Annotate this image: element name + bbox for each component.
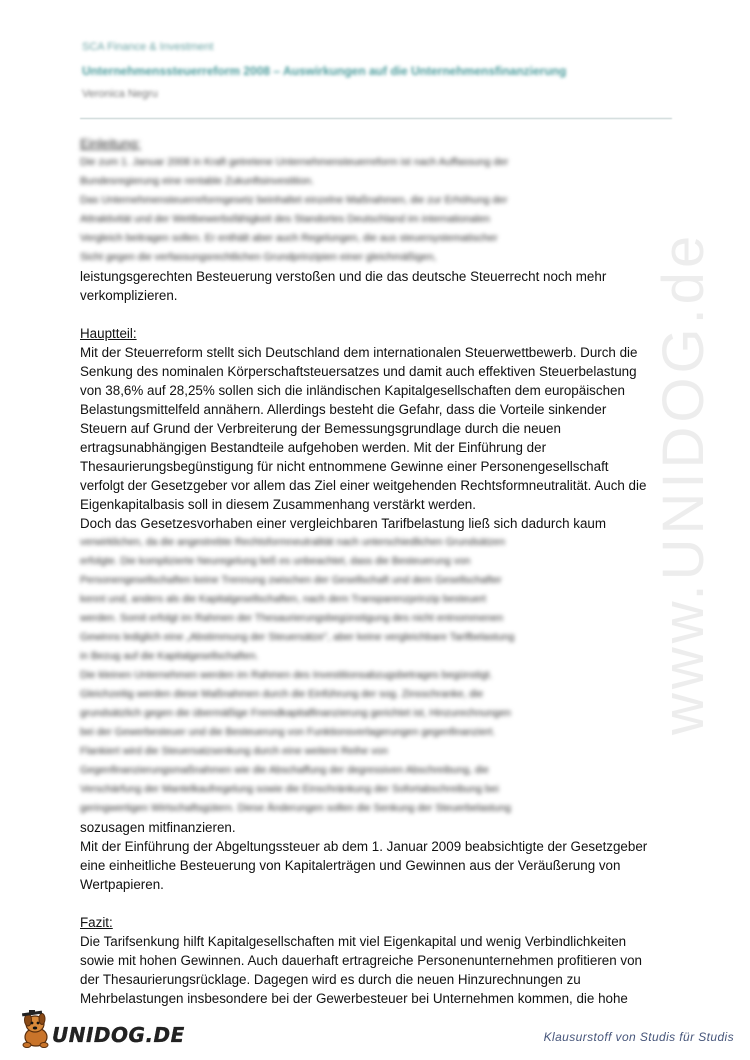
section-heading-hauptteil: Hauptteil: [80, 326, 137, 341]
unidog-logo[interactable] [18, 1010, 185, 1052]
paragraph-line: sozusagen mitfinanzieren. [80, 820, 236, 835]
paragraph-line: erfolgte. Die komplizierte Neuregelung ließ es unbeachtet, dass die Besteuerung von [80, 556, 471, 567]
paragraph-line: Verschärfung der Mantelkaufregelung sowie die Einschränkung der Sofortabschreibung bei [80, 784, 499, 795]
section-heading-einleitung: Einleitung: [80, 136, 141, 151]
document-header [82, 40, 672, 102]
header-divider [80, 118, 672, 119]
paragraph-line: Sicht gegen die verfassungsrechtlichen Grundprinzipien einer gleichmäßigen, [80, 252, 437, 263]
paragraph-line: Belastungsmittelfeld annähern. Allerdings besteht die Gefahr, dass die Vorteile sinkender [80, 402, 607, 417]
header-author: Veronica Negru [82, 88, 158, 100]
paragraph-line: Eigenkapitalbasis soll in diesem Zusammenhang verstärkt werden. [80, 497, 476, 512]
footer-tagline: Klausurstoff von Studis für Studis [543, 1030, 734, 1044]
dog-icon [18, 1010, 56, 1050]
paragraph-line: verkomplizieren. [80, 288, 178, 303]
paragraph-line: leistungsgerechten Besteuerung verstoßen und die das deutsche Steuerrecht noch mehr [80, 269, 607, 284]
paragraph-line: kennt und, anders als die Kapitalgesellschaften, nach dem Transparenzprinzip besteuert [80, 594, 487, 605]
paragraph-line: sowie mit hohen Gewinnen. Auch dauerhaft ertragreiche Personenunternehmen profitieren von [80, 953, 643, 968]
paragraph-line: eine einheitliche Besteuerung von Kapitalerträgen und Gewinnen aus der Veräußerung von [80, 858, 621, 873]
paragraph-line: geringwertigen Wirtschaftsgütern. Diese Änderungen sollen die Senkung der Steuerbelastung [80, 803, 511, 814]
paragraph-line: Mit der Steuerreform stellt sich Deutschland dem internationalen Steuerwettbewerb. Durch die [80, 345, 638, 360]
paragraph-line: verwirklichen, da die angestrebte Rechtsformneutralität nach unterschiedlichen Grundsätzen [80, 537, 506, 548]
section-einleitung [80, 134, 680, 305]
paragraph-line: Doch das Gesetzesvorhaben einer vergleichbaren Tarifbelastung ließ sich dadurch kaum [80, 516, 606, 531]
section-spacer [80, 305, 680, 324]
logo-text: UNIDOG.DE [52, 1023, 185, 1047]
paragraph-line: Wertpapieren. [80, 877, 164, 892]
paragraph-line: Mehrbelastungen insbesondere bei der Gewerbesteuer bei Unternehmen kommen, die hohe [80, 991, 628, 1006]
paragraph-line: verfolgt der Gesetzgeber vor allem das Ziel einer weitgehenden Rechtsformneutralität. Auch die [80, 478, 647, 493]
paragraph-line: bei der Gewerbesteuer und die Besteuerung von Funktionsverlagerungen gegenfinanziert. [80, 727, 496, 738]
paragraph-line: in Bezug auf die Kapitalgesellschaften. [80, 651, 259, 662]
paragraph-line: Die zum 1. Januar 2008 in Kraft getretene Unternehmensteuerreform ist nach Auffassung der [80, 157, 509, 168]
paragraph-line: grundsätzlich gegen die übermäßige Fremdkapitalfinanzierung gerichtet ist, Hinzurechnungen [80, 708, 511, 719]
paragraph-line: Senkung des nominalen Körperschaftsteuersatzes und damit auch effektiven Steuerbelastung [80, 364, 637, 379]
paragraph-line: Die kleinen Unternehmen werden im Rahmen des Investitionsabzugsbetrages begünstigt. [80, 670, 493, 681]
header-organization: SCA Finance & Investment [82, 41, 214, 53]
section-spacer [80, 894, 680, 913]
watermark-text: www.UNIDOG.de [651, 231, 716, 735]
paragraph-line: Gewinns lediglich eine „Abstimmung der Steuersätze", aber keine vergleichbare Tarifbelastung [80, 632, 515, 643]
paragraph-line: Flankiert wird die Steuersatzsenkung durch eine weitere Reihe von [80, 746, 388, 757]
paragraph-line: werden. Somit erfolgt im Rahmen der Thesaurierungsbegünstigung des nicht entnommenen [80, 613, 504, 624]
paragraph-line: Vergleich beitragen sollen. Er enthält aber auch Regelungen, die aus steuersystematischer [80, 233, 498, 244]
document-body [80, 134, 680, 1008]
paragraph-line: Die Tarifsenkung hilft Kapitalgesellschaften mit viel Eigenkapital und wenig Verbindlichkeiten [80, 934, 627, 949]
paragraph-line: Steuern auf Grund der Verbreiterung der Bemessungsgrundlage durch die neuen [80, 421, 561, 436]
paragraph-line: von 38,6% auf 28,25% sollen sich die inländischen Kapitalgesellschaften dem europäischen [80, 383, 625, 398]
paragraph-line: Attraktivität und der Wettbewerbsfähigkeit des Standortes Deutschland im internationalen [80, 214, 490, 225]
section-hauptteil [80, 324, 680, 894]
paragraph-line: Bundesregierung eine rentable Zukunftsinvestition. [80, 176, 314, 187]
paragraph-line: Personengesellschaften keine Trennung zwischen der Gesellschaft und dem Gesellschafter [80, 575, 502, 586]
section-heading-fazit: Fazit: [80, 915, 113, 930]
paragraph-line: Thesaurierungsbegünstigung für nicht entnommene Gewinne einer Personengesellschaft [80, 459, 609, 474]
paragraph-line: ertragsunabhängigen Bestandteile aufgehoben werden. Mit der Einführung der [80, 440, 547, 455]
section-fazit [80, 913, 680, 1008]
paragraph-line: Mit der Einführung der Abgeltungssteuer ab dem 1. Januar 2009 beabsichtigte der Gesetzgeber [80, 839, 648, 854]
paragraph-line: der Thesaurierungsrücklage. Dagegen wird es durch die neuen Hinzurechnungen zu [80, 972, 581, 987]
paragraph-line: Gleichzeitig werden diese Maßnahmen durch die Einführung der sog. Zinsschranke, die [80, 689, 484, 700]
paragraph-line: Das Unternehmensteuerreformgesetz beinhaltet einzelne Maßnahmen, die zur Erhöhung der [80, 195, 508, 206]
header-title: Unternehmenssteuerreform 2008 – Auswirkungen auf die Unternehmensfinanzierung [82, 64, 567, 78]
paragraph-line: Gegenfinanzierungsmaßnahmen wie die Abschaffung der degressiven Abschreibung, die [80, 765, 489, 776]
